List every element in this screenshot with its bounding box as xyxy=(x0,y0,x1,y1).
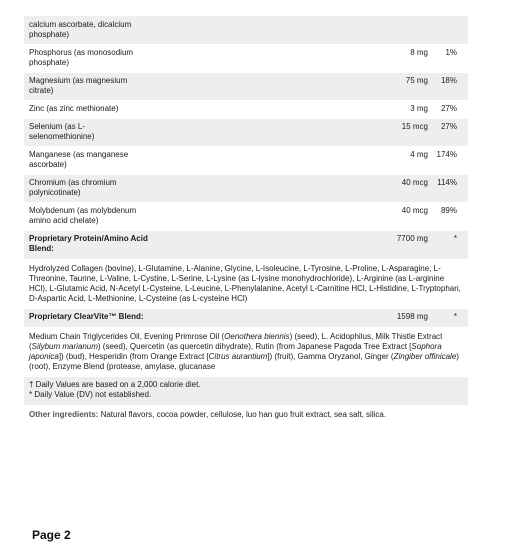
footnotes xyxy=(24,377,468,405)
nutrient-amount: 4 mg xyxy=(410,150,428,159)
protein-blend-amount: 7700 mg xyxy=(396,234,428,243)
ingredient-text: ) (root), Enzyme Blend (protease, amylase, glucanase xyxy=(29,352,459,371)
protein-blend-ingredients: Hydrolyzed Collagen (bovine), L-Glutamine, L-Alanine, Glycine, L-Isoleucine, L-Tyrosine, L-Proline, L-Asparagine, L-Threonine, Taurine, L-Valine, L-Cystine, L-Serine, L-Lysine (as L-lysine monohydrochloride), L-Arginine (as L-arginine HCl), L-Glutamic Acid, N-Acetyl L-Cysteine, L-Leucine, L-Phenylalanine, Acetyl L-Carnitine HCl, L-Histidine, L-Tryptophan, D-Aspartic Acid, L-Methionine, L-Cysteine (as L-cysteine HCl) xyxy=(24,260,468,309)
supplement-facts-panel xyxy=(24,16,468,425)
nutrient-amount: 40 mcg xyxy=(401,206,428,215)
ingredient-text: ]) (bud), Hesperidin (from Orange Extract [ xyxy=(58,352,209,361)
nutrient-name: Phosphorus (as monosodium phosphate) xyxy=(29,48,134,67)
nutrient-row xyxy=(24,73,468,101)
not-established-footnote: * Daily Value (DV) not established. xyxy=(29,390,152,399)
nutrient-amount: 8 mg xyxy=(410,48,428,57)
daily-values-footnote: † Daily Values are based on a 2,000 calorie diet. xyxy=(29,380,201,389)
nutrient-daily-value: 114% xyxy=(437,178,457,187)
ingredient-latin-name: Oenothera biennis xyxy=(224,332,290,341)
ingredient-text: ]) (fruit), Gamma Oryzanol, Ginger ( xyxy=(267,352,394,361)
nutrient-amount: 3 mg xyxy=(410,104,428,113)
nutrient-name: Manganese (as manganese ascorbate) xyxy=(29,150,129,169)
clearvite-blend-amount: 1598 mg xyxy=(396,312,428,321)
ingredient-text: Medium Chain Triglycerides Oil, Evening Primrose Oil ( xyxy=(29,332,225,341)
ingredient-text: ) (seed), Quercetin (as quercetin dihydrate), Rutin (from Japanese Pagoda Tree Extract [ xyxy=(97,342,412,351)
nutrient-daily-value: 18% xyxy=(440,76,457,85)
nutrient-row xyxy=(24,203,468,231)
nutrient-row xyxy=(24,45,468,73)
nutrient-daily-value: 1% xyxy=(445,48,457,57)
nutrient-row xyxy=(24,147,468,175)
protein-blend-name: Proprietary Protein/Amino Acid Blend: xyxy=(29,234,148,253)
ingredient-latin-name: Silybum marianum xyxy=(31,342,98,351)
clearvite-blend-row xyxy=(24,309,468,328)
nutrient-name: Selenium (as L-selenomethionine) xyxy=(29,122,95,141)
nutrient-amount: 75 mg xyxy=(405,76,428,85)
nutrient-row xyxy=(24,175,468,203)
page-number: Page 2 xyxy=(32,528,71,542)
other-ingredients xyxy=(24,405,468,425)
other-ingredients-label: Other ingredients: xyxy=(29,410,99,419)
nutrient-row xyxy=(24,101,468,119)
nutrient-name: Chromium (as chromium polynicotinate) xyxy=(29,178,117,197)
ingredient-latin-name: Zingiber offinicale xyxy=(393,352,457,361)
ingredient-latin-name: Citrus aurantium xyxy=(208,352,268,361)
other-ingredients-text: Natural flavors, cocoa powder, cellulose, luo han guo fruit extract, sea salt, silica. xyxy=(98,410,387,419)
nutrient-name: Molybdenum (as molybdenum amino acid chelate) xyxy=(29,206,137,225)
nutrient-name: Magnesium (as magnesium citrate) xyxy=(29,76,128,95)
nutrient-row xyxy=(24,16,468,45)
clearvite-blend-name: Proprietary ClearVite™ Blend: xyxy=(29,312,144,321)
nutrient-daily-value: 27% xyxy=(440,104,457,113)
clearvite-blend-ingredients xyxy=(24,328,468,377)
clearvite-blend-daily-value: * xyxy=(453,312,457,321)
protein-blend-daily-value: * xyxy=(453,234,457,243)
nutrient-daily-value: 174% xyxy=(436,150,457,159)
ingredient-text: ) (seed), L. Acidophilus, Milk Thistle Extract ( xyxy=(29,332,443,351)
protein-blend-row xyxy=(24,231,468,260)
nutrient-amount: 40 mcg xyxy=(401,178,428,187)
nutrient-name: Zinc (as zinc methionate) xyxy=(29,104,119,113)
nutrient-daily-value: 89% xyxy=(440,206,457,215)
nutrient-name: calcium ascorbate, dicalcium phosphate) xyxy=(29,20,132,39)
ingredient-latin-name: Sophora japonica xyxy=(29,342,442,361)
nutrient-daily-value: 27% xyxy=(440,122,457,131)
nutrient-amount: 15 mcg xyxy=(401,122,428,131)
nutrient-row xyxy=(24,119,468,147)
